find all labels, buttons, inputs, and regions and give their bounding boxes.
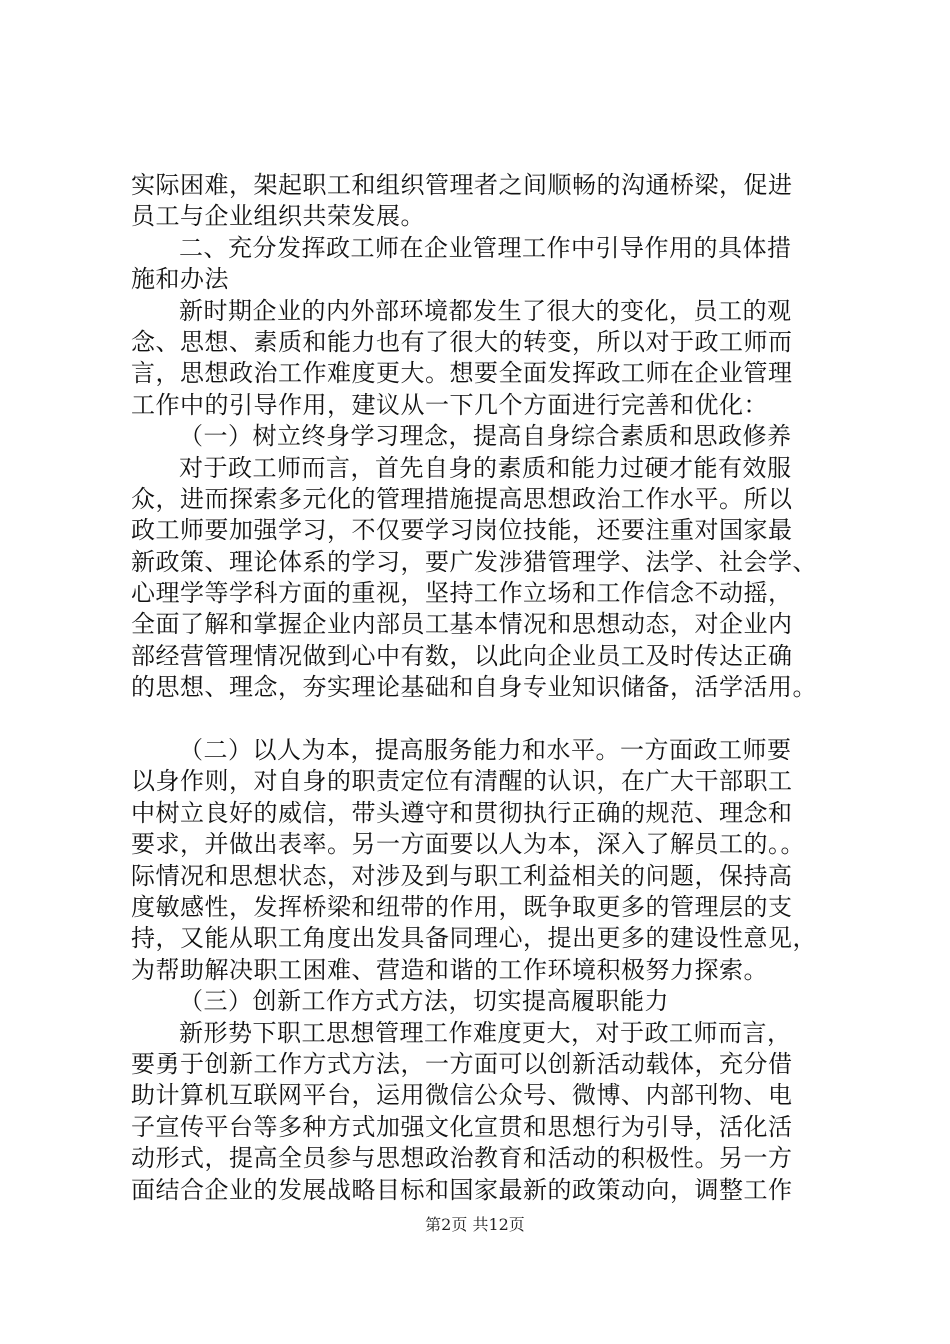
- section-heading: 二、充分发挥政工师在企业管理工作中引导作用的具体措: [179, 233, 792, 262]
- text-line: 新形势下职工思想管理工作难度更大，对于政工师而言，: [179, 1018, 792, 1047]
- text-line: 心理学等学科方面的重视，坚持工作立场和工作信念不动摇，: [131, 579, 793, 608]
- text-line: 全面了解和掌握企业内部员工基本情况和思想动态，对企业内: [131, 610, 793, 639]
- text-line: 际情况和思想状态，对涉及到与职工利益相关的问题，保持高: [131, 861, 793, 890]
- subsection-heading: （三）创新工作方式方法，切实提高履职能力: [179, 987, 669, 1016]
- paragraph-gap: [131, 704, 831, 735]
- text-line: 言，思想政治工作难度更大。想要全面发挥政工师在企业管理: [131, 359, 793, 388]
- document-body: [131, 170, 831, 1206]
- text-line: 念、思想、素质和能力也有了很大的转变，所以对于政工师而: [131, 327, 793, 356]
- text-line: 要求，并做出表率。另一方面要以人为本，深入了解员工的。。: [131, 830, 805, 859]
- subsection-heading: （一）树立终身学习理念，提高自身综合素质和思政修养: [179, 422, 792, 451]
- text-line: 动形式，提高全员参与思想政治教育和活动的积极性。另一方: [131, 1144, 793, 1173]
- page-number-footer: 第2页 共12页: [425, 1215, 525, 1234]
- text-line: 面结合企业的发展战略目标和国家最新的政策动向，调整工作: [131, 1175, 793, 1204]
- text-line: 众，进而探索多元化的管理措施提高思想政治工作水平。所以: [131, 484, 793, 513]
- text-line: 工作中的引导作用，建议从一下几个方面进行完善和优化：: [131, 390, 768, 419]
- text-line: 政工师要加强学习，不仅要学习岗位技能，还要注重对国家最: [131, 516, 793, 545]
- text-line: 员工与企业组织共荣发展。: [131, 202, 425, 231]
- text-line: 子宣传平台等多种方式加强文化宣贯和思想行为引导，活化活: [131, 1112, 793, 1141]
- text-line: 的思想、理念，夯实理论基础和自身专业知识储备，活学活用。: [131, 673, 817, 702]
- text-line: 度敏感性，发挥桥梁和纽带的作用，既争取更多的管理层的支: [131, 892, 793, 921]
- subsection-heading: （二）以人为本，提高服务能力和水平。一方面政工师要: [179, 736, 792, 765]
- text-line: 对于政工师而言，首先自身的素质和能力过硬才能有效服: [179, 453, 792, 482]
- text-line: 部经营管理情况做到心中有数，以此向企业员工及时传达正确: [131, 641, 793, 670]
- text-line: 实际困难，架起职工和组织管理者之间顺畅的沟通桥梁，促进: [131, 171, 793, 199]
- text-line: 中树立良好的威信，带头遵守和贯彻执行正确的规范、理念和: [131, 798, 793, 827]
- text-line: 要勇于创新工作方式方法，一方面可以创新活动载体，充分借: [131, 1049, 793, 1078]
- text-line: 持，又能从职工角度出发具备同理心，提出更多的建设性意见，: [131, 924, 817, 953]
- section-heading-continued: 施和办法: [131, 265, 229, 294]
- text-line: 以身作则，对自身的职责定位有清醒的认识，在广大干部职工: [131, 767, 793, 796]
- text-line: 新时期企业的内外部环境都发生了很大的变化，员工的观: [179, 296, 792, 325]
- text-line: 新政策、理论体系的学习，要广发涉猎管理学、法学、社会学、: [131, 547, 817, 576]
- text-line: 为帮助解决职工困难、营造和谐的工作环境积极努力探索。: [131, 955, 768, 984]
- text-line: 助计算机互联网平台，运用微信公众号、微博、内部刊物、电: [131, 1081, 793, 1110]
